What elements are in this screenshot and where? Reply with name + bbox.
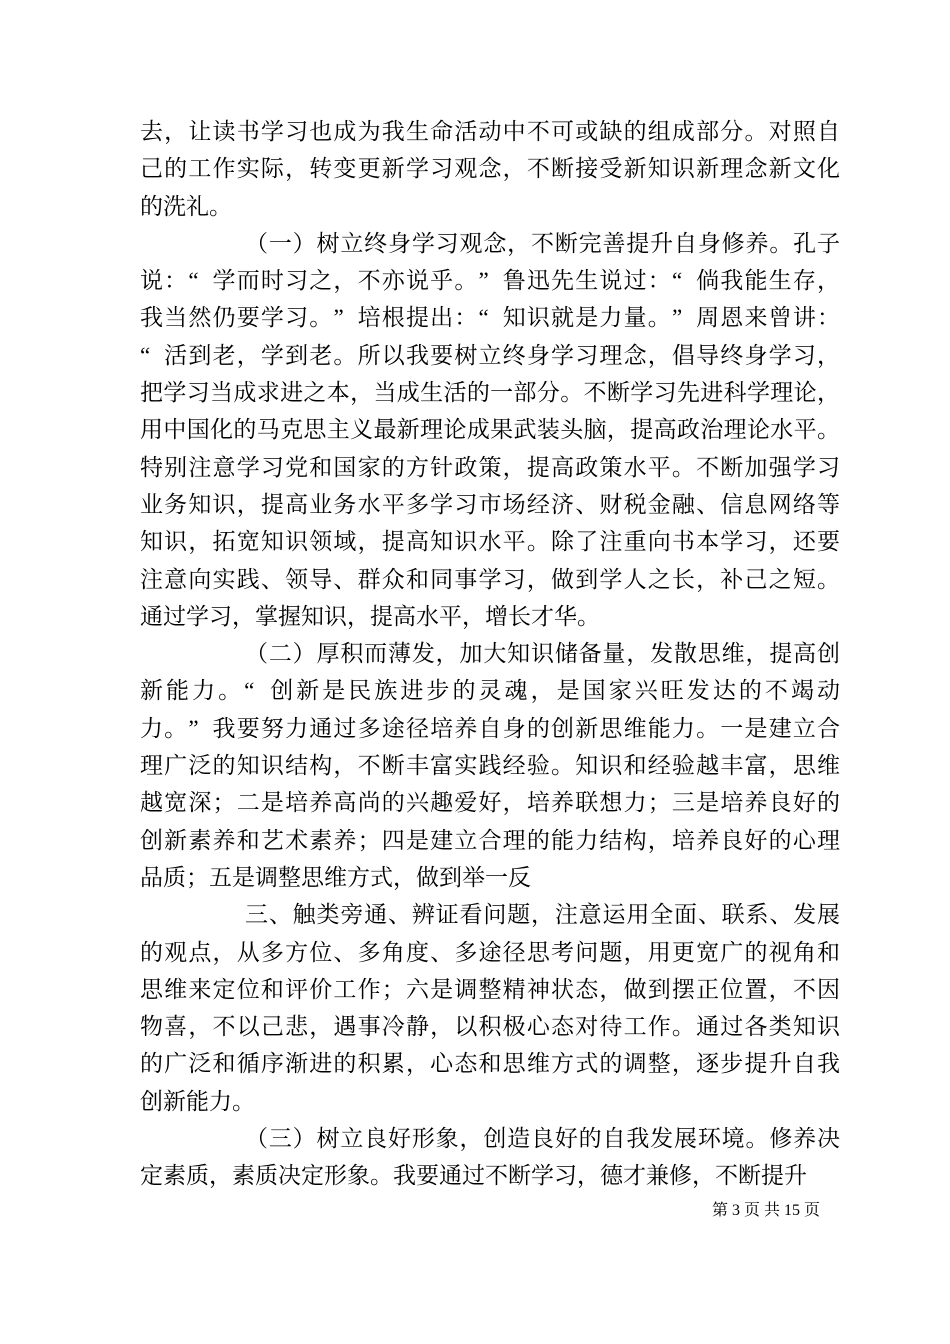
text-line: 通过学习，掌握知识，提高水平，增长才华。 <box>140 603 600 629</box>
text-line: 三、触类旁通、辨证看问题，注意运用全面、联系、发展 <box>245 902 840 928</box>
paragraph-2 <box>140 225 840 635</box>
paragraph-4 <box>140 896 840 1120</box>
fullwidth-quote: “ <box>478 305 489 331</box>
text-line: 定素质，素质决定形象。我要通过不断学习，德才兼修，不断提升 <box>140 1163 807 1189</box>
fullwidth-quote: “ <box>188 268 199 294</box>
text-line: 物喜，不以己悲，遇事冷静，以积极心态对待工作。通过各类知识 <box>140 1014 840 1040</box>
text-line: 用中国化的马克思主义最新理论成果武装头脑，提高政治理论水平。 <box>140 417 840 443</box>
text-line: 创新能力。 <box>140 1088 255 1114</box>
text-line: （一）树立终身学习观念，不断完善提升自身修养。孔子 <box>245 230 840 256</box>
text-line: 的观点，从多方位、多角度、多途径思考问题，用更宽广的视角和 <box>140 939 840 965</box>
fullwidth-quote: ” <box>188 715 199 741</box>
page-number-label: 第 3 页 共 15 页 <box>711 1202 820 1219</box>
text-line: 我当然仍要学习。” 培根提出：“ 知识就是力量。” 周恩来曾讲： <box>140 299 840 336</box>
document-body <box>140 113 840 1195</box>
text-line: （二）厚积而薄发，加大知识储备量，发散思维，提高创 <box>245 641 840 667</box>
text-line: 注意向实践、领导、群众和同事学习，做到学人之长，补己之短。 <box>140 566 840 592</box>
text-line: 去，让读书学习也成为我生命活动中不可或缺的组成部分。对照自 <box>140 119 840 144</box>
text-line: “ 活到老，学到老。所以我要树立终身学习理念，倡导终身学习， <box>140 337 840 374</box>
fullwidth-quote: ” <box>671 305 683 331</box>
fullwidth-quote: ” <box>333 305 344 331</box>
text-line: 思维来定位和评价工作；六是调整精神状态，做到摆正位置，不因 <box>140 976 840 1002</box>
fullwidth-quote: “ <box>140 342 151 368</box>
text-line: 己的工作实际，转变更新学习观念，不断接受新知识新理念新文化 <box>140 156 840 182</box>
text-line: 品质；五是调整思维方式，做到举一反 <box>140 864 531 890</box>
text-line: 力。” 我要努力通过多途径培养自身的创新思维能力。一是建立合 <box>140 710 840 747</box>
text-line: 创新素养和艺术素养；四是建立合理的能力结构，培养良好的心理 <box>140 827 840 853</box>
text-line: 特别注意学习党和国家的方针政策，提高政策水平。不断加强学习 <box>140 454 840 480</box>
fullwidth-quote: “ <box>244 678 255 704</box>
text-line: 理广泛的知识结构，不断丰富实践经验。知识和经验越丰富，思维 <box>140 753 840 779</box>
text-line: 越宽深；二是培养高尚的兴趣爱好，培养联想力；三是培养良好的 <box>140 790 840 816</box>
text-line: 的广泛和循序渐进的积累，心态和思维方式的调整，逐步提升自我 <box>140 1051 840 1077</box>
text-line: （三）树立良好形象，创造良好的自我发展环境。修养决 <box>245 1126 840 1152</box>
paragraph-1 <box>140 113 840 225</box>
fullwidth-quote: ” <box>478 268 489 294</box>
text-line: 说：“ 学而时习之，不亦说乎。” 鲁迅先生说过：“ 倘我能生存， <box>140 262 840 299</box>
text-line: 新能力。“ 创新是民族进步的灵魂，是国家兴旺发达的不竭动 <box>140 672 840 709</box>
text-line: 把学习当成求进之本，当成生活的一部分。不断学习先进科学理论， <box>140 380 840 406</box>
fullwidth-quote: “ <box>671 268 683 294</box>
text-line: 知识，拓宽知识领域，提高知识水平。除了注重向书本学习，还要 <box>140 529 840 555</box>
paragraph-3 <box>140 635 840 896</box>
text-line: 的洗礼。 <box>140 193 232 219</box>
page-footer <box>712 1201 820 1221</box>
paragraph-5 <box>140 1120 840 1195</box>
text-line: 业务知识，提高业务水平多学习市场经济、财税金融、信息网络等 <box>140 491 840 517</box>
